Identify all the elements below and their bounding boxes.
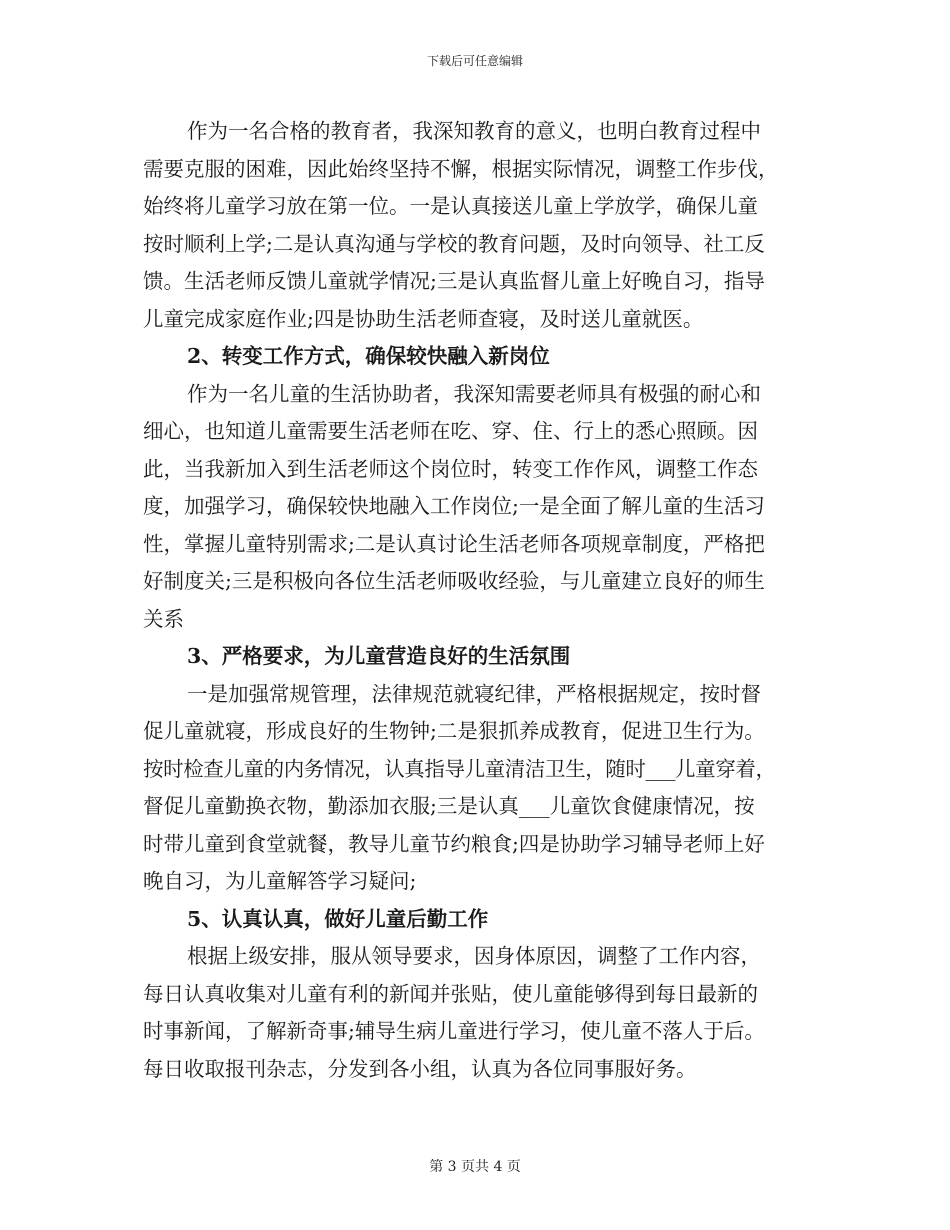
paragraph-line: 性，掌握儿童特别需求;二是认真讨论生活老师各项规章制度，严格把 [143,531,765,556]
document-body [143,113,813,1088]
page-footer: 第 3 页共 4 页 [429,1159,521,1175]
paragraph-line: 时事新闻，了解新奇事;辅导生病儿童进行学习，使儿童不落人于后。 [143,1019,765,1043]
paragraph-line: 此，当我新加入到生活老师这个岗位时，转变工作作风，调整工作态 [143,456,758,481]
section-heading: 2、转变工作方式，确保较快融入新岗位 [187,344,550,368]
paragraph-line: 作为一名儿童的生活协助者，我深知需要老师具有极强的耐心和 [187,381,761,406]
paragraph-line: 按时顺利上学;二是认真沟通与学校的教育问题，及时向领导、社工反 [143,231,765,256]
paragraph-line: 作为一名合格的教育者，我深知教育的意义，也明白教育过程中 [187,119,761,143]
paragraph-line: 督促儿童勤换衣物，勤添加衣服;三是认真___儿童饮食健康情况，按 [143,794,755,818]
section-heading: 3、严格要求，为儿童营造良好的生活氛围 [187,644,571,668]
paragraph-line: 细心，也知道儿童需要生活老师在吃、穿、住、行上的悉心照顾。因 [143,419,758,443]
paragraph-line: 一是加强常规管理，法律规范就寝纪律，严格根据规定，按时督 [187,681,761,706]
paragraph-line: 好制度关;三是积极向各位生活老师吸收经验，与儿童建立良好的师生 [143,569,765,593]
paragraph-line: 根据上级安排，服从领导要求，因身体原因，调整了工作内容， [187,944,761,968]
paragraph-line: 需要克服的困难，因此始终坚持不懈，根据实际情况，调整工作步伐， [143,156,779,181]
paragraph-line: 促儿童就寝，形成良好的生物钟;二是狠抓养成教育，促进卫生行为。 [143,719,765,743]
paragraph-line: 儿童完成家庭作业;四是协助生活老师查寝，及时送儿童就医。 [143,306,704,331]
paragraph-line: 馈。生活老师反馈儿童就学情况;三是认真监督儿童上好晚自习，指导 [143,269,765,293]
paragraph-line: 关系 [143,606,184,631]
paragraph-line: 每日收取报刊杂志，分发到各小组，认真为各位同事服好务。 [143,1056,697,1081]
paragraph-line: 始终将儿童学习放在第一位。一是认真接送儿童上学放学，确保儿童 [143,194,758,218]
paragraph-line: 晚自习，为儿童解答学习疑问; [143,869,417,893]
section-heading: 5、认真认真，做好儿童后勤工作 [187,906,489,931]
paragraph-line: 每日认真收集对儿童有利的新闻并张贴，使儿童能够得到每日最新的 [143,981,758,1006]
paragraph-line: 度，加强学习，确保较快地融入工作岗位;一是全面了解儿童的生活习 [143,494,765,518]
paragraph-line: 按时检查儿童的内务情况，认真指导儿童清洁卫生，随时___儿童穿着， [143,756,776,781]
paragraph-line: 时带儿童到食堂就餐，教导儿童节约粮食;四是协助学习辅导老师上好 [143,831,765,856]
page-header: 下载后可任意编辑 [426,54,523,68]
